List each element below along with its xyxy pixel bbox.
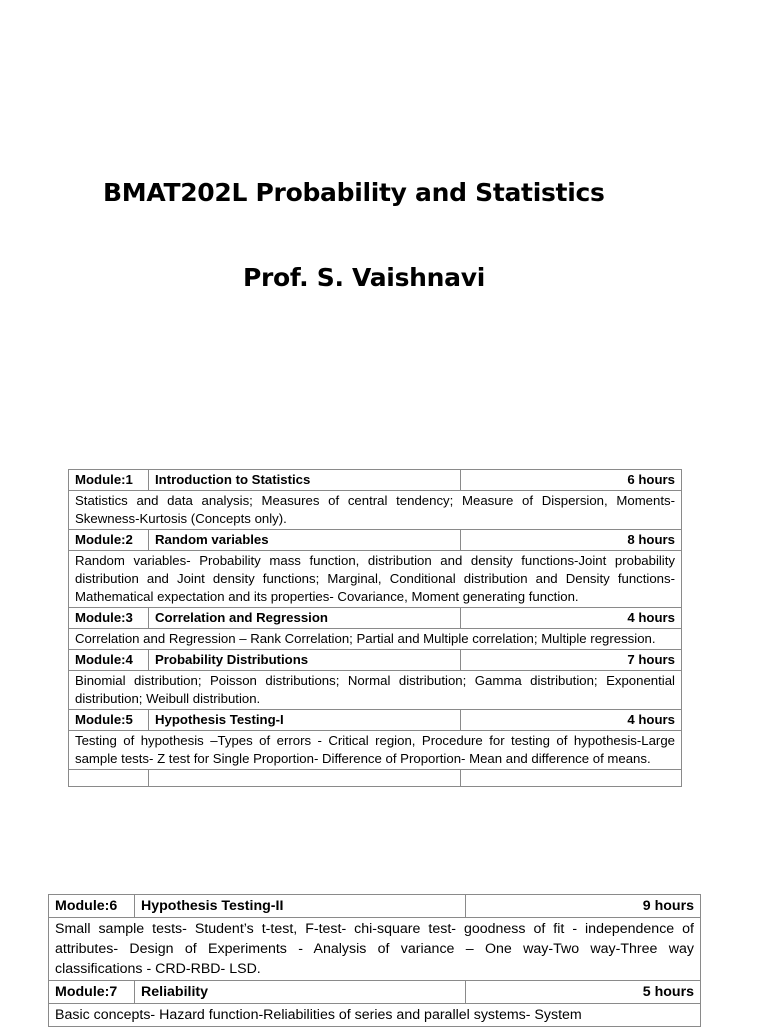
module-description-row (69, 491, 682, 530)
empty-cell (461, 770, 682, 787)
professor-name: Prof. S. Vaishnavi (243, 263, 485, 292)
module-description-row (69, 731, 682, 770)
module-title: Probability Distributions (149, 650, 461, 671)
module-hours: 4 hours (461, 710, 682, 731)
module-hours: 4 hours (461, 608, 682, 629)
module-number: Module:5 (69, 710, 149, 731)
module-hours: 9 hours (466, 895, 701, 918)
module-header-row (49, 981, 701, 1004)
empty-cell (149, 770, 461, 787)
module-description: Small sample tests- Student’s t-test, F-test- chi-square test- goodness of fit - independence of attributes- Design of Experiments - Analysis of variance – One way-Two way-Three way classifications - CRD-RBD- LSD. (49, 918, 701, 981)
module-title: Random variables (149, 530, 461, 551)
module-number: Module:6 (49, 895, 135, 918)
syllabus-table-1 (68, 469, 682, 787)
module-header-row (69, 650, 682, 671)
empty-cell (69, 770, 149, 787)
module-hours: 6 hours (461, 470, 682, 491)
module-description-row (69, 629, 682, 650)
module-hours: 7 hours (461, 650, 682, 671)
module-header-row (69, 710, 682, 731)
module-number: Module:3 (69, 608, 149, 629)
module-description-row (49, 1004, 701, 1027)
module-description: Random variables- Probability mass function, distribution and density functions-Joint probability distribution and Joint density functions; Marginal, Conditional distribution and Density functions- Mathematical expectation and its properties- Covariance, Moment generating function. (69, 551, 682, 608)
module-hours: 8 hours (461, 530, 682, 551)
module-description: Statistics and data analysis; Measures of central tendency; Measure of Dispersion, Moments-Skewness-Kurtosis (Concepts only). (69, 491, 682, 530)
module-header-row (69, 470, 682, 491)
module-title: Reliability (135, 981, 466, 1004)
module-description-row (49, 918, 701, 981)
module-title: Hypothesis Testing-I (149, 710, 461, 731)
module-number: Module:1 (69, 470, 149, 491)
module-description: Basic concepts- Hazard function-Reliabilities of series and parallel systems- System (49, 1004, 701, 1027)
module-description: Testing of hypothesis –Types of errors - Critical region, Procedure for testing of hypothesis-Large sample tests- Z test for Single Proportion- Difference of Proportion- Mean and difference of means. (69, 731, 682, 770)
syllabus-table-2 (48, 894, 701, 1027)
module-number: Module:4 (69, 650, 149, 671)
table-spacer-row (69, 770, 682, 787)
module-title: Hypothesis Testing-II (135, 895, 466, 918)
module-header-row (49, 895, 701, 918)
module-description-row (69, 551, 682, 608)
module-title: Introduction to Statistics (149, 470, 461, 491)
module-number: Module:2 (69, 530, 149, 551)
module-description: Binomial distribution; Poisson distributions; Normal distribution; Gamma distribution; Exponential distribution; Weibull distribution. (69, 671, 682, 710)
module-description: Correlation and Regression – Rank Correlation; Partial and Multiple correlation; Multiple regression. (69, 629, 682, 650)
module-header-row (69, 608, 682, 629)
module-number: Module:7 (49, 981, 135, 1004)
module-title: Correlation and Regression (149, 608, 461, 629)
module-hours: 5 hours (466, 981, 701, 1004)
course-title: BMAT202L Probability and Statistics (103, 178, 605, 207)
module-description-row (69, 671, 682, 710)
module-header-row (69, 530, 682, 551)
